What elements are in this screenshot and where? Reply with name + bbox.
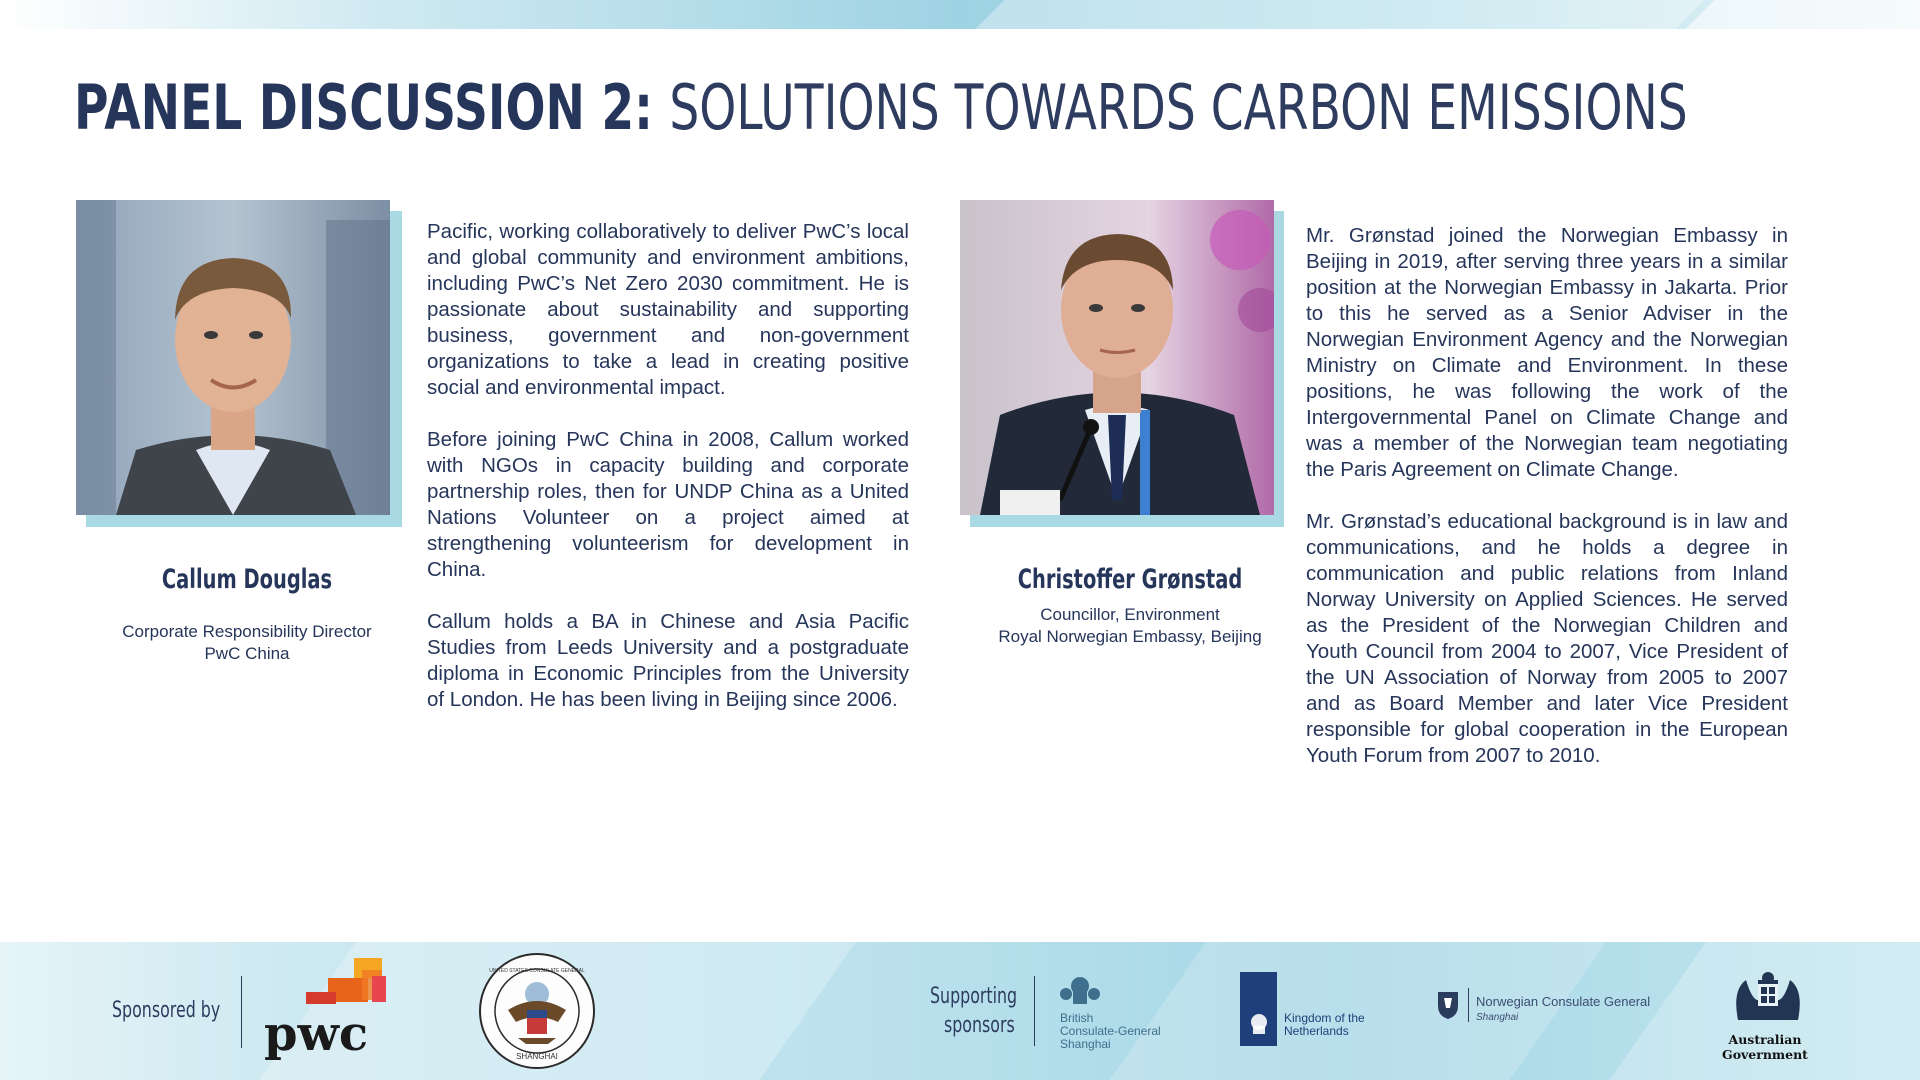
pwc-wordmark: pwc bbox=[264, 1006, 369, 1062]
page-title bbox=[74, 68, 1688, 148]
norwegian-consulate-logo bbox=[1434, 988, 1664, 1038]
us-consulate-seal bbox=[478, 952, 596, 1070]
seal-text-top: UNITED STATES CONSULATE GENERAL bbox=[489, 968, 585, 974]
speaker-organization: Royal Norwegian Embassy, Beijing bbox=[998, 627, 1262, 646]
speaker-bio bbox=[1306, 223, 1788, 795]
australia-text: Australian Government bbox=[1722, 1032, 1808, 1062]
bio-paragraph: Pacific, working collaboratively to deliver PwC’s local and global community and environment ambitions, including PwC’s Net Zero 2030 commitment. He is passionate about sustainability and supporting business, government and non-government organizations to take a lead in creating positive social and environmental impact. bbox=[427, 220, 909, 399]
netherlands-line1: Kingdom of the bbox=[1284, 1011, 1365, 1025]
top-decorative-band bbox=[0, 0, 1920, 29]
british-line1: British bbox=[1060, 1011, 1094, 1025]
speaker-role bbox=[76, 621, 418, 665]
speaker-title: Corporate Responsibility Director bbox=[122, 622, 372, 641]
footer-divider bbox=[1034, 976, 1035, 1046]
title-thin: SOLUTIONS TOWARDS CARBON EMISSIONS bbox=[669, 71, 1688, 144]
supporting-label: Supporting bbox=[930, 984, 1018, 1009]
seal-text-bottom: SHANGHAI bbox=[516, 1052, 558, 1061]
speaker-name: Christoffer Grønstad bbox=[1017, 564, 1243, 595]
sponsors-label: sponsors bbox=[944, 1013, 1015, 1038]
bio-paragraph: Before joining PwC China in 2008, Callum worked with NGOs in capacity building and corporate partnership roles, then for UNDP China as a United Nations Volunteer on a project aimed at strengthening volunteerism for development in China. bbox=[427, 428, 909, 581]
speaker-photo-callum bbox=[76, 200, 390, 515]
british-consulate-logo bbox=[1058, 972, 1168, 1052]
sponsored-by-label: Sponsored by bbox=[112, 998, 221, 1023]
netherlands-logo bbox=[1240, 972, 1380, 1048]
speaker-name: Callum Douglas bbox=[161, 564, 333, 595]
speaker-photo-christoffer bbox=[960, 200, 1274, 515]
speaker-organization: PwC China bbox=[204, 644, 290, 663]
norway-line1: Norwegian Consulate General bbox=[1476, 994, 1651, 1009]
bio-paragraph: Mr. Grønstad’s educational background is in law and communications, and he holds a degree in communication and public relations from Inland Norway University on Applied Sciences. He served as the President of the Norwegian Children and Youth Council from 2004 to 2007, Vice President of the UN Association of Norway from 2005 to 2007 and as Board Member and later Vice President responsible for global cooperation in the European Youth Forum from 2007 to 2010. bbox=[1306, 510, 1788, 767]
british-line2: Consulate-General bbox=[1060, 1024, 1161, 1038]
title-bold: PANEL DISCUSSION 2: bbox=[74, 71, 653, 144]
pwc-logo bbox=[262, 956, 412, 1066]
speaker-title: Councillor, Environment bbox=[1040, 605, 1220, 624]
speaker-role bbox=[960, 604, 1300, 648]
bio-paragraph: Mr. Grønstad joined the Norwegian Embassy in Beijing in 2019, after serving three years in a similar position at the Norwegian Embassy in Jakarta. Prior to this he served as a Senior Adviser in the Norwegian Environment Agency and the Norwegian Ministry on Climate and Environment. In these positions, he was following the work of the Intergovernmental Panel on Climate Change and was a member of the Norwegian team negotiating the Paris Agreement on Climate Change. bbox=[1306, 224, 1788, 481]
australian-government-logo bbox=[1690, 970, 1840, 1062]
british-line3: Shanghai bbox=[1060, 1037, 1111, 1051]
speaker-bio bbox=[427, 219, 909, 739]
netherlands-line2: Netherlands bbox=[1284, 1024, 1349, 1038]
footer-divider bbox=[241, 976, 242, 1048]
bio-paragraph: Callum holds a BA in Chinese and Asia Pacific Studies from Leeds University and a postgraduate diploma in Economic Principles from the University of London. He has been living in Beijing since 2006. bbox=[427, 610, 909, 711]
norway-line2: Shanghai bbox=[1476, 1012, 1519, 1023]
